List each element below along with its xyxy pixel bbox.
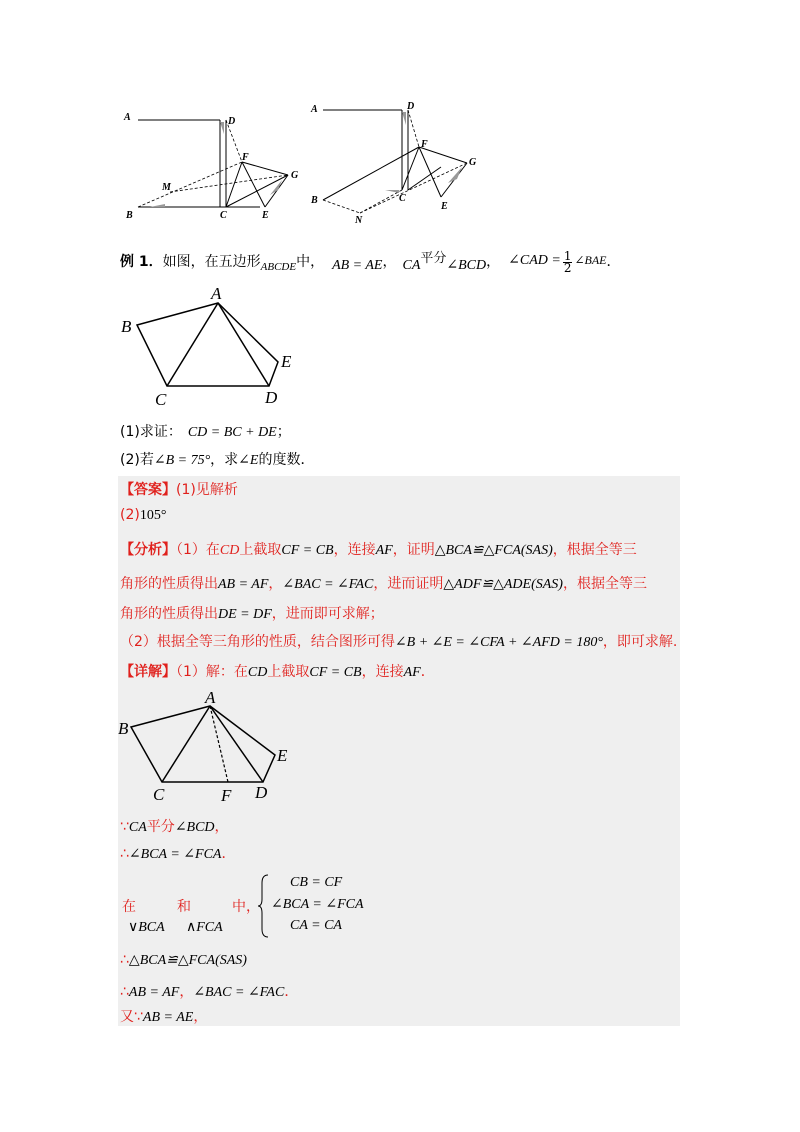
eq-cad: ∠CAD =: [508, 253, 561, 268]
label-G: G: [469, 157, 477, 168]
label-C: C: [153, 785, 165, 804]
label-A: A: [211, 285, 222, 303]
label-E: E: [441, 201, 448, 212]
analysis-line-2: 角形的性质得出AB = AF，∠BAC = ∠FAC，进而证明△ADF≌△ADE(SAS)，根据全等三: [120, 576, 647, 592]
eq-ab-ae: AB = AE: [332, 258, 383, 273]
figure-pentagon: [115, 285, 305, 410]
label-D: D: [228, 116, 236, 127]
label-B: B: [118, 719, 129, 738]
top-figure-left: [120, 100, 310, 225]
question-1: (1)求证： CD = BC + DE；: [120, 424, 291, 440]
example-statement: 例 1．如图，在五边形$_{ABCDE}$中， AB = AE， CA平分∠BCD， ∠CAD = $\frac{1}{2}$ ∠BAE．: [120, 248, 621, 275]
label-G: G: [291, 170, 299, 181]
label-F: F: [421, 139, 428, 150]
proof-in-word: 在: [122, 899, 136, 915]
because-symbol: ∵: [120, 819, 129, 835]
half-fraction: $\frac{1}{2}$: [563, 248, 572, 275]
label-E: E: [277, 746, 288, 765]
proof-step-4: ∴AB = AF，∠BAC = ∠FAC．: [120, 984, 299, 1000]
label-F: F: [221, 786, 232, 805]
label-B: B: [121, 317, 132, 336]
label-B: B: [311, 195, 318, 206]
top-figure-right: [305, 95, 495, 225]
system-eq-3: CA = CA: [290, 918, 342, 933]
answer-line-2: (2)105°: [120, 507, 167, 523]
question-2: (2)若∠B = 75°，求∠E的度数．: [120, 452, 315, 468]
label-A: A: [124, 112, 131, 123]
label-C: C: [399, 193, 406, 204]
pentagon-name: ABCDE: [260, 261, 297, 273]
triangle-fca-label: ∧FCA: [186, 920, 223, 935]
analysis-line-4: （2）根据全等三角形的性质，结合图形可得∠B + ∠E = ∠CFA + ∠AFD = 180°，即可求解.: [120, 634, 678, 650]
label-E: E: [281, 352, 292, 371]
therefore-symbol: ∴: [120, 846, 129, 862]
label-N: N: [355, 215, 363, 225]
label-D: D: [255, 783, 268, 802]
label-C: C: [155, 390, 167, 409]
label-A: A: [311, 104, 318, 115]
proof-among-word: 中，: [232, 899, 260, 915]
proof-step-3: ∴△BCA≌△FCA(SAS): [120, 952, 247, 968]
answer-line-1: 【答案】(1)见解析: [120, 482, 238, 498]
system-eq-2: ∠BCA = ∠FCA: [271, 897, 364, 912]
analysis-line-1: 【分析】（1）在CD上截取CF = CB，连接AF，证明△BCA≌△FCA(SAS)，根据全等三: [120, 542, 637, 558]
proof-step-5: 又∵AB = AE，: [120, 1009, 208, 1025]
detail-intro: 【详解】（1）解：在CD上截取CF = CB，连接AF．: [120, 664, 435, 680]
label-B: B: [126, 210, 133, 221]
proof-step-2: ∴∠BCA = ∠FCA．: [120, 846, 236, 862]
triangle-bca-label: ∨BCA: [128, 920, 165, 935]
label-C: C: [220, 210, 227, 221]
label-F: F: [242, 152, 249, 163]
system-brace: [258, 873, 270, 939]
label-E: E: [262, 210, 269, 221]
analysis-line-3: 角形的性质得出DE = DF，进而即可求解；: [120, 606, 384, 622]
label-A: A: [205, 688, 216, 707]
figure-pentagon-construction: [115, 688, 305, 808]
system-eq-1: CB = CF: [290, 875, 343, 890]
label-M: M: [162, 182, 171, 193]
label-D: D: [265, 388, 278, 407]
label-D: D: [407, 101, 415, 112]
example-label: 例 1．: [120, 254, 163, 270]
proof-step-1: ∵CA平分∠BCD，: [120, 819, 229, 835]
proof-and-word: 和: [177, 899, 191, 915]
